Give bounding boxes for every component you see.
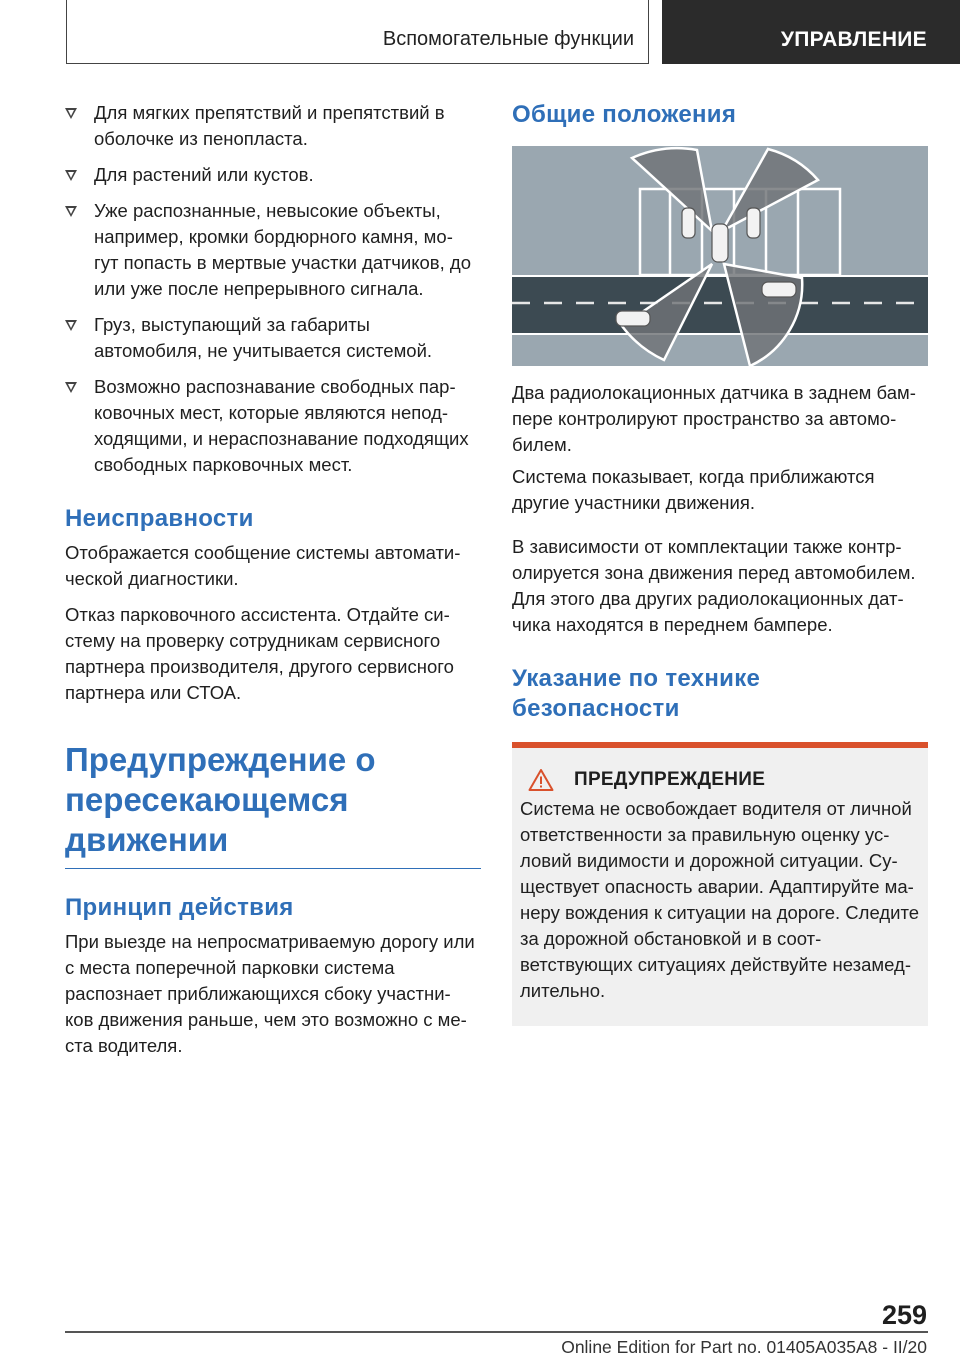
list-item: Груз, выступающий за габариты автомобиля, не учитывается системой. bbox=[65, 312, 481, 364]
left-column bbox=[65, 100, 481, 1059]
footer-divider bbox=[65, 1331, 928, 1333]
malfunction-heading: Неисправности bbox=[65, 505, 254, 532]
list-item: Уже распознанные, невысокие объекты, например, кромки бордюрного камня, мо- гут попасть в мертвые участки датчиков, до или уже после непрерывного сигнала. bbox=[65, 198, 481, 302]
general-text-1: Два радиолокационных датчика в заднем бам- пере контролируют пространство за автомо- билем. bbox=[512, 382, 916, 455]
warning-box bbox=[512, 742, 928, 1026]
warning-header bbox=[520, 768, 920, 792]
general-text-2: Система показывает, когда приближаются другие участники движения. bbox=[512, 466, 875, 513]
triangle-bullet-icon bbox=[65, 206, 77, 217]
warning-label: ПРЕДУПРЕЖДЕНИЕ bbox=[574, 769, 766, 790]
list-item: Для растений или кустов. bbox=[65, 162, 481, 188]
general-text-3: В зависимости от комплектации также контр- олируется зона движения перед автомобилем. Для этого два других радиолокационных дат- чика находятся в переднем бампере. bbox=[512, 536, 916, 635]
list-item: Возможно распознавание свободных пар- ковочных мест, которые являются непод- ходящими, и нераспознавание подходящих свободных парковочных мест. bbox=[65, 374, 481, 478]
header-section-tab bbox=[66, 0, 649, 64]
malfunction-text-1: Отображается сообщение системы автомати- ческой диагностики. bbox=[65, 542, 461, 589]
malfunction-text-2: Отказ парковочного ассистента. Отдайте си- стему на проверку сотрудникам сервисного партнера производителя, другого сервисного партнера или СТОА. bbox=[65, 604, 454, 703]
right-column bbox=[512, 100, 928, 1026]
triangle-bullet-icon bbox=[65, 108, 77, 119]
triangle-bullet-icon bbox=[65, 170, 77, 181]
chapter-heading-block bbox=[65, 740, 481, 869]
warning-triangle-icon bbox=[528, 768, 554, 792]
page-number: 259 bbox=[881, 1300, 927, 1330]
limitations-list bbox=[65, 100, 481, 478]
radar-zones-illustration bbox=[512, 146, 928, 366]
safety-heading: Указание по технике безопасности bbox=[512, 665, 761, 722]
warning-text: Система не освобождает водителя от личной ответственности за правильную оценку ус- ловий видимости и дорожной ситуации. Су- ществует опасность аварии. Адаптируйте ма- неру вождения к ситуации на дороге. Следите за дорожной обстановкой и в соот- ветствующих ситуациях действуйте незамед- лительно. bbox=[520, 798, 920, 1001]
header-chapter-title: УПРАВЛЕНИЕ bbox=[780, 28, 927, 51]
cross-traffic-heading: Предупреждение о пересекающемся движении bbox=[65, 741, 376, 858]
header-chapter-tab bbox=[662, 0, 960, 64]
principle-heading: Принцип действия bbox=[65, 894, 294, 921]
header-section-title: Вспомогательные функции bbox=[382, 28, 634, 50]
principle-text: При выезде на непросматриваемую дорогу или с места поперечной парковки система распознает приближающихся сбоку участни- ков движения раньше, чем это возможно с ме- ста водителя. bbox=[65, 931, 475, 1056]
list-item: Для мягких препятствий и препятствий в оболочке из пенопласта. bbox=[65, 100, 481, 152]
general-heading: Общие положения bbox=[512, 101, 737, 128]
triangle-bullet-icon bbox=[65, 320, 77, 331]
triangle-bullet-icon bbox=[65, 382, 77, 393]
footer-edition-text: Online Edition for Part no. 01405A035A8 - II/20 bbox=[561, 1337, 927, 1357]
